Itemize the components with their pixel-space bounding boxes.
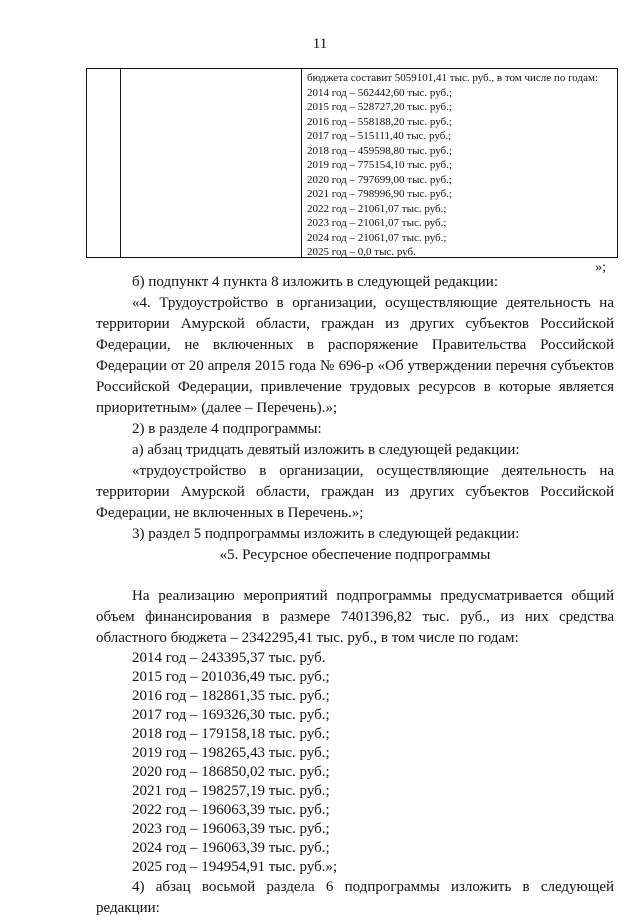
year-line: 2016 год – 182861,35 тыс. руб.;	[132, 688, 330, 704]
table-column-divider	[120, 69, 121, 257]
paragraph: 3) раздел 5 подпрограммы изложить в следующей редакции:	[132, 526, 520, 542]
table-year-line: 2025 год – 0,0 тыс. руб.	[307, 246, 416, 258]
year-line: 2021 год – 198257,19 тыс. руб.;	[132, 783, 330, 799]
year-line: 2017 год – 169326,30 тыс. руб.;	[132, 707, 330, 723]
year-line: 2014 год – 243395,37 тыс. руб.	[132, 650, 326, 666]
paragraph: «4. Трудоустройство в организации, осуществляющие деятельность на территории Амурской области, граждан из других субъектов Российской Федерации, не включенных в распоряжение Правительства Российской Федерации от 20 апреля 2015 года № 696-р «Об утверждении перечня субъектов Российской Федерации, привлечение трудовых ресурсов в которые является приоритетным» (далее – Перечень).»;	[96, 295, 614, 416]
page-number: 11	[312, 36, 328, 52]
document-body	[96, 272, 614, 919]
year-line: 2024 год – 196063,39 тыс. руб.;	[132, 840, 330, 856]
paragraph: На реализацию мероприятий подпрограммы предусматривается общий объем финансирования в размере 7401396,82 тыс. руб., из них средства областного бюджета – 2342295,41 тыс. руб., в том числе по годам:	[96, 588, 614, 646]
year-line: 2019 год – 198265,43 тыс. руб.;	[132, 745, 330, 761]
paragraph: 4) абзац восьмой раздела 6 подпрограммы изложить в следующей редакции:	[96, 879, 614, 916]
year-line: 2018 год – 179158,18 тыс. руб.;	[132, 726, 330, 742]
paragraph: а) абзац тридцать девятый изложить в следующей редакции:	[132, 442, 520, 458]
table-year-line: 2020 год – 797699,00 тыс. руб.;	[307, 173, 452, 186]
year-line: 2025 год – 194954,91 тыс. руб.»;	[132, 859, 338, 875]
funding-table	[86, 68, 618, 258]
paragraph: 2) в разделе 4 подпрограммы:	[132, 421, 322, 437]
year-line: 2015 год – 201036,49 тыс. руб.;	[132, 669, 330, 685]
table-year-line: 2023 год – 21061,07 тыс. руб.;	[307, 217, 447, 229]
table-cell-funding	[307, 71, 615, 260]
table-year-line: 2019 год – 775154,10 тыс. руб.;	[307, 159, 452, 171]
table-year-line: 2017 год – 515111,40 тыс. руб.;	[307, 130, 452, 142]
table-year-line: 2015 год – 528727,20 тыс. руб.;	[307, 101, 452, 113]
table-year-line: 2014 год – 562442,60 тыс. руб.;	[307, 86, 452, 99]
year-line: 2023 год – 196063,39 тыс. руб.;	[132, 821, 330, 837]
year-line: 2020 год – 186850,02 тыс. руб.;	[132, 764, 330, 780]
table-year-line: 2018 год – 459598,80 тыс. руб.;	[307, 144, 452, 157]
quote-closer: »;	[595, 260, 606, 275]
table-column-divider	[301, 69, 302, 257]
table-year-line: 2021 год – 798996,90 тыс. руб.;	[307, 188, 452, 200]
year-list	[96, 649, 614, 877]
table-intro: бюджета составит 5059101,41 тыс. руб., в том числе по годам:	[307, 72, 598, 84]
paragraph: «трудоустройство в организации, осуществляющие деятельность на территории Амурской области, граждан из других субъектов Российской Федерации, не включенных в Перечень.»;	[96, 463, 614, 521]
table-year-line: 2016 год – 558188,20 тыс. руб.;	[307, 115, 452, 128]
paragraph: б) подпункт 4 пункта 8 изложить в следующей редакции:	[132, 274, 498, 290]
section-heading: «5. Ресурсное обеспечение подпрограммы	[219, 547, 491, 563]
year-line: 2022 год – 196063,39 тыс. руб.;	[132, 802, 330, 818]
table-year-line: 2022 год – 21061,07 тыс. руб.;	[307, 202, 447, 215]
table-year-line: 2024 год – 21061,07 тыс. руб.;	[307, 231, 447, 244]
